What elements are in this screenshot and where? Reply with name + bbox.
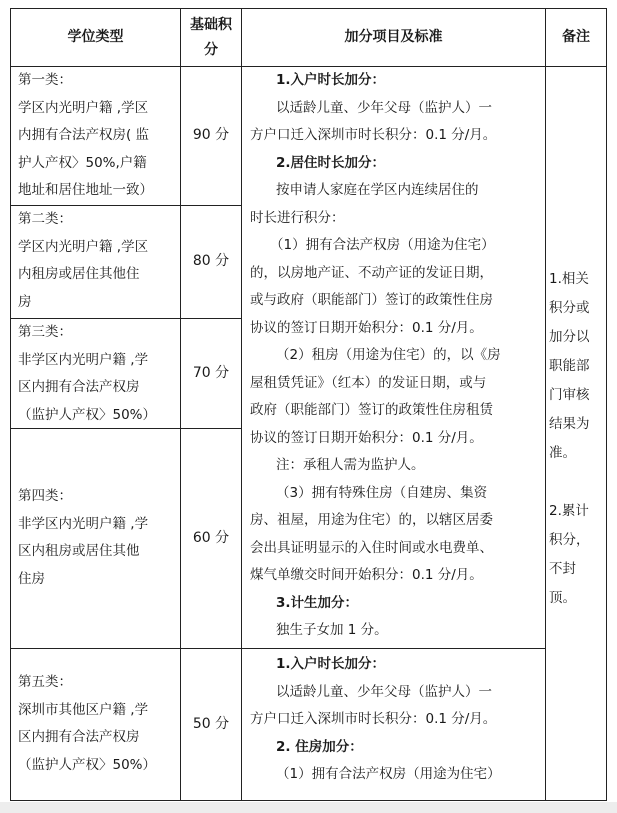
bonus-line: 以适龄儿童、少年父母（监护人）一 bbox=[276, 99, 492, 116]
category-1-score-value: 90 分 bbox=[192, 127, 230, 144]
category-5-score-value: 50 分 bbox=[192, 715, 230, 732]
category-4-line: 区内租房或居住其他 bbox=[18, 543, 140, 559]
category-1-line: 护人产权〉50%,户籍 bbox=[18, 154, 147, 171]
header-bonus-label: 加分项目及标准 bbox=[344, 29, 443, 45]
bonus-line: 政府（职能部门）签订的政策性住房租赁 bbox=[250, 402, 493, 418]
category-4 bbox=[18, 483, 180, 593]
bonus-line: 或与政府（职能部门）签订的政策性住房 bbox=[250, 292, 493, 308]
category-4-line: 住房 bbox=[18, 570, 45, 587]
category-5-line: 深圳市其他区户籍 ,学 bbox=[18, 701, 149, 718]
bonus-line: 煤气单缴交时间开始积分：0.1 分/月。 bbox=[250, 567, 483, 583]
category-3-score bbox=[181, 319, 241, 428]
remarks-line: 结果为 bbox=[549, 416, 590, 432]
remarks-line: 加分以 bbox=[549, 329, 590, 345]
bonus-line: （2）租房（用途为住宅）的，以《房 bbox=[276, 347, 501, 363]
bonus-heading: 2.居住时长加分： bbox=[276, 154, 386, 171]
category-5-line: 区内拥有合法产权房 bbox=[18, 729, 140, 745]
bonus-heading: 2. 住房加分： bbox=[276, 738, 363, 755]
header-base-score-line1: 基础积 bbox=[190, 16, 232, 33]
bonus-line: 协议的签订日期开始积分：0.1 分/月。 bbox=[250, 429, 483, 446]
category-3-line: 非学区内光明户籍 ,学 bbox=[18, 351, 149, 368]
bonus-line: 注：承租人需为监护人。 bbox=[276, 457, 425, 473]
col-divider-2 bbox=[241, 8, 242, 801]
remarks bbox=[549, 265, 605, 613]
bonus-heading: 1.入户时长加分： bbox=[276, 72, 386, 88]
category-1-line: 地址和居住地址一致） bbox=[18, 182, 153, 198]
bonus-line: 的，以房地产证、不动产证的发证日期， bbox=[250, 264, 493, 281]
category-5-line: （监护人产权〉50%） bbox=[18, 756, 157, 773]
col-divider-3 bbox=[545, 8, 546, 801]
category-1 bbox=[18, 67, 180, 205]
header-bonus bbox=[242, 9, 545, 66]
bonus-heading: 1.入户时长加分： bbox=[276, 656, 386, 672]
remarks-line: 准。 bbox=[549, 445, 576, 461]
category-4-score bbox=[181, 429, 241, 648]
category-1-line: 第一类： bbox=[18, 72, 72, 88]
bonus-line: 屋租赁凭证》（红本）的发证日期，或与 bbox=[250, 374, 487, 391]
bonus-criteria-lower bbox=[250, 651, 544, 789]
category-1-line: 学区内光明户籍 ,学区 bbox=[18, 99, 149, 116]
category-3-line: （监护人产权〉50%） bbox=[18, 406, 157, 423]
remarks-line: 顶。 bbox=[549, 590, 576, 606]
category-1-score bbox=[181, 67, 241, 205]
category-2-line: 房 bbox=[18, 293, 32, 310]
category-3-score-value: 70 分 bbox=[192, 364, 230, 381]
bonus-line: （3）拥有特殊住房（自建房、集资 bbox=[276, 484, 488, 501]
table-border-right bbox=[606, 8, 607, 801]
category-3 bbox=[18, 319, 180, 429]
category-2-score-value: 80 分 bbox=[192, 253, 230, 270]
category-5-line: 第五类： bbox=[18, 674, 72, 690]
header-base-score bbox=[181, 9, 241, 66]
table-border-left bbox=[10, 8, 11, 801]
bonus-heading: 3.计生加分： bbox=[276, 594, 359, 611]
bonus-line: 方户口迁入深圳市时长积分：0.1 分/月。 bbox=[250, 127, 497, 143]
bonus-line: 方户口迁入深圳市时长积分：0.1 分/月。 bbox=[250, 711, 497, 727]
bonus-divider bbox=[241, 648, 545, 649]
remarks-line: 1.相关 bbox=[549, 271, 589, 287]
category-2-line: 第二类： bbox=[18, 211, 72, 227]
category-3-line: 区内拥有合法产权房 bbox=[18, 379, 140, 395]
page-bottom-edge bbox=[0, 802, 617, 813]
remarks-line: 门审核 bbox=[549, 387, 590, 403]
remarks-line: 积分或 bbox=[549, 300, 590, 316]
header-remarks bbox=[546, 9, 606, 66]
bonus-line: （1）拥有合法产权房（用途为住宅） bbox=[276, 766, 501, 782]
header-type-label: 学位类型 bbox=[67, 29, 124, 45]
remarks-line: 职能部 bbox=[549, 358, 590, 374]
category-1-line: 内拥有合法产权房( 监 bbox=[18, 127, 150, 143]
header-base-score-line2: 分 bbox=[204, 41, 218, 58]
header-remarks-label: 备注 bbox=[562, 29, 590, 45]
remarks-spacer bbox=[549, 468, 605, 497]
category-2-line: 内租房或居住其他住 bbox=[18, 266, 140, 282]
category-5 bbox=[18, 669, 180, 779]
bonus-line: （1）拥有合法产权房（用途为住宅） bbox=[270, 237, 495, 253]
bonus-line: 按申请人家庭在学区内连续居住的 bbox=[276, 182, 479, 198]
bonus-line: 时长进行积分： bbox=[250, 209, 345, 226]
category-4-line: 第四类： bbox=[18, 488, 72, 504]
bonus-line: 房、祖屋，用途为住宅）的，以辖区居委 bbox=[250, 512, 493, 528]
bonus-line: 独生子女加 1 分。 bbox=[276, 622, 388, 638]
category-2-line: 学区内光明户籍 ,学区 bbox=[18, 238, 149, 255]
category-2 bbox=[18, 206, 180, 316]
category-5-score bbox=[181, 649, 241, 800]
bonus-line: 会出具证明显示的入住时间或水电费单、 bbox=[250, 539, 493, 556]
category-4-score-value: 60 分 bbox=[192, 529, 230, 546]
bonus-line: 协议的签订日期开始积分：0.1 分/月。 bbox=[250, 319, 483, 336]
category-4-line: 非学区内光明户籍 ,学 bbox=[18, 515, 149, 532]
bonus-line: 以适龄儿童、少年父母（监护人）一 bbox=[276, 683, 492, 700]
category-2-score bbox=[181, 206, 241, 318]
remarks-line: 2.累计 bbox=[549, 503, 589, 519]
remarks-line: 积分， bbox=[549, 532, 590, 548]
category-3-line: 第三类： bbox=[18, 324, 72, 340]
bonus-criteria-upper bbox=[250, 67, 544, 645]
remarks-line: 不封 bbox=[549, 561, 576, 577]
header-type bbox=[11, 9, 180, 66]
